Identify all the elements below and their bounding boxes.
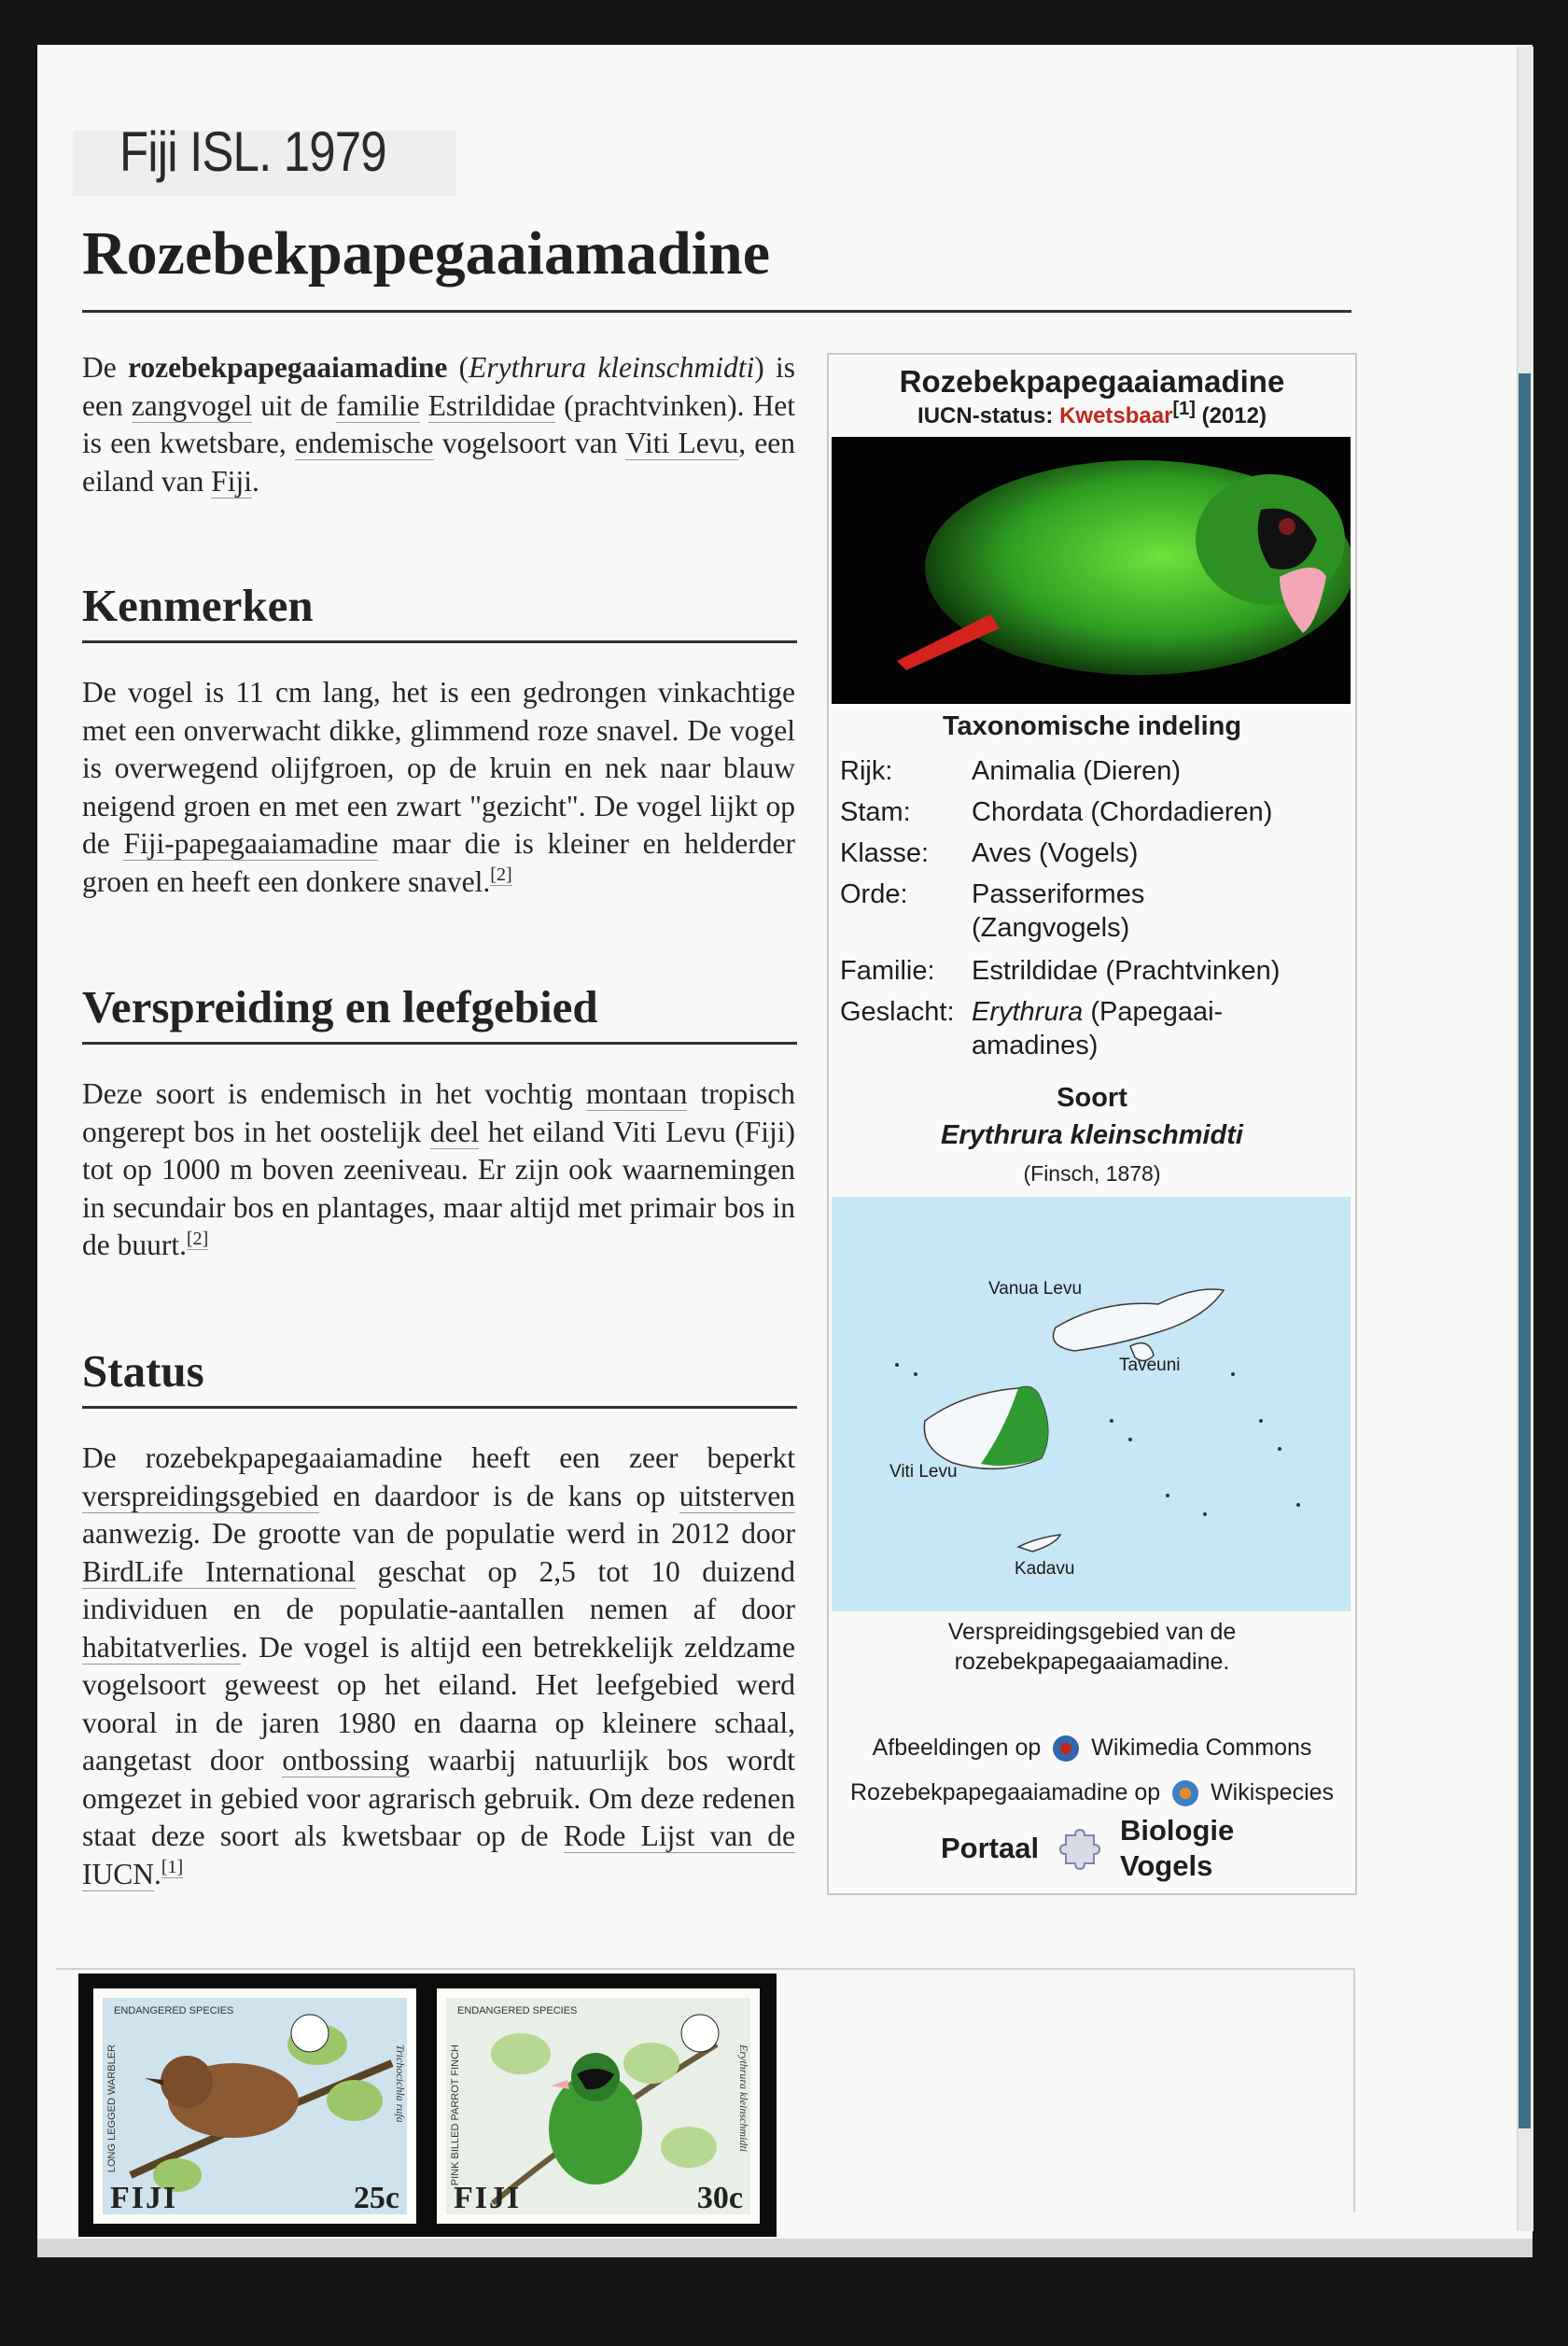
- stamp-common-name: LONG LEGGED WARBLER: [106, 2044, 118, 2173]
- link-habitatverlies[interactable]: habitatverlies: [82, 1630, 241, 1664]
- album-title: Fiji ISL. 1979: [119, 120, 386, 183]
- range-map[interactable]: [832, 1197, 1351, 1611]
- iucn-status: IUCN-status: Kwetsbaar[1] (2012): [917, 399, 1267, 428]
- stamp-country: FIJI: [454, 2181, 522, 2215]
- taxon-link[interactable]: Passeriformes: [972, 879, 1145, 909]
- iucn-ref[interactable]: [1]: [1172, 399, 1196, 419]
- ref-2[interactable]: [2]: [490, 864, 512, 885]
- link-zangvogel[interactable]: zangvogel: [131, 388, 253, 422]
- link-uitsterven[interactable]: uitsterven: [679, 1479, 796, 1512]
- heading-verspreiding: Verspreiding en leefgebied: [82, 981, 598, 1033]
- portaal-link-vogels[interactable]: Vogels: [1120, 1849, 1213, 1882]
- title-rule: [82, 310, 1351, 313]
- species-heading: Soort: [1057, 1083, 1127, 1113]
- portal-puzzle-icon: [1057, 1826, 1103, 1873]
- taxon-link[interactable]: Erythrura: [972, 997, 1084, 1027]
- map-label-kadavu: Kadavu: [1015, 1559, 1075, 1579]
- infobox-title: Rozebekpapegaaiamadine: [899, 364, 1285, 399]
- bird-photo[interactable]: [832, 437, 1351, 704]
- kenmerken-paragraph: De vogel is 11 cm lang, het is een gedrongen vinkachtige met een onverwacht dikke, glimmend roze snavel. De vogel is overwegend olijfgroen, op de kruin en nek naar blauw neigend groen en met een zwart "gezicht". De vogel lijkt op de Fiji-papegaaiamadine maar die is kleiner en helderder groen en heeft een donkere snavel.[2]: [82, 676, 795, 898]
- link-fiji[interactable]: Fiji: [211, 464, 252, 498]
- heading-rule: [82, 640, 797, 643]
- map-label-vanua-levu: Vanua Levu: [988, 1279, 1083, 1299]
- link-montaan[interactable]: montaan: [585, 1077, 688, 1110]
- commons-link[interactable]: Wikimedia Commons: [1091, 1735, 1312, 1761]
- infobox: Rozebekpapegaaiamadine IUCN-status: Kwetsbaar[1] (2012) Taxonomische indeling Rijk: Animalia (Dieren) Stam: Chordata (Chordadieren) Klasse: Aves (Vogels) Orde: Passeriformes (Zangvogels) Familie: Estrildidae (Prachtvinken) Geslacht: Erythrura (Papegaai-amadines) Soort Erythrura kleinschmidti (Finsch, 1878) Vanua Levu Taveuni Viti Levu Kadavu Verspreidingsgebied van de rozebekpapegaaiamadine. Afbeeldingen op Wikimedia Commons Rozebekpapegaaiamadine op Wikispecies Portaal Biologie Vogels: [827, 353, 1357, 1895]
- stamp-30c[interactable]: [437, 1988, 760, 2224]
- taxon-link[interactable]: Aves: [972, 838, 1031, 868]
- portaal-links: [1120, 1813, 1234, 1884]
- species-name: Erythrura kleinschmidti: [941, 1120, 1243, 1150]
- portaal-label: Portaal: [941, 1832, 1040, 1864]
- stamp-25c[interactable]: [93, 1988, 416, 2224]
- stamp-common-name: PINK BILLED PARROT FINCH: [450, 2044, 461, 2186]
- stamp-value: 25c: [353, 2181, 399, 2215]
- bird-illustration: [832, 437, 1351, 704]
- stamp-sci-name: Trichocichla rufa: [394, 2044, 407, 2123]
- commons-icon: [1053, 1735, 1079, 1762]
- stamp-series: ENDANGERED SPECIES: [114, 2005, 234, 2016]
- ref-1[interactable]: [1]: [161, 1857, 184, 1877]
- protector-bottom: [37, 2239, 1533, 2257]
- article-title: Rozebekpapegaaiamadine: [82, 219, 771, 288]
- stamp-series: ENDANGERED SPECIES: [457, 2005, 578, 2016]
- heading-rule: [82, 1042, 797, 1045]
- map-label-viti-levu: Viti Levu: [889, 1462, 958, 1482]
- link-estrildidae[interactable]: Estrildidae: [427, 388, 556, 422]
- stamp-value: 30c: [696, 2181, 743, 2215]
- taxon-link[interactable]: Chordata: [972, 797, 1084, 827]
- taxon-link[interactable]: Estrildidae: [972, 956, 1099, 986]
- wikispecies-line: Rozebekpapegaaiamadine op Wikispecies: [849, 1779, 1335, 1805]
- fiji-map: [832, 1197, 1351, 1611]
- ref-2[interactable]: [2]: [186, 1228, 209, 1249]
- status-paragraph: De rozebekpapegaaiamadine heeft een zeer beperkt verspreidingsgebied en daardoor is de kans op uitsterven aanwezig. De grootte van de populatie werd in 2012 door BirdLife International geschat op 2,5 tot 10 duizend individuen en de populatie-aantallen nemen af door habitatverlies. De vogel is altijd een betrekkelijk zeldzame vogelsoort geweest op het eiland. Het leefgebied werd vooral in de jaren 1980 en daarna op kleinere schaal, aangetast door ontbossing waarbij natuurlijk bos wordt omgezet in gebied voor agrarisch gebruik. Om deze redenen staat deze soort als kwetsbaar op de Rode Lijst van de IUCN.[1]: [82, 1441, 796, 1890]
- taxon-link[interactable]: Animalia: [972, 756, 1076, 786]
- link-endemische[interactable]: endemische: [294, 427, 434, 459]
- link-fiji-papegaaiamadine[interactable]: Fiji-papegaaiamadine: [123, 827, 379, 860]
- link-familie[interactable]: familie: [336, 388, 420, 422]
- heading-rule: [82, 1406, 797, 1409]
- intro-paragraph: De rozebekpapegaaiamadine (Erythrura kleinschmidti) is een zangvogel uit de familie Estrildidae (prachtvinken). Het is een kwetsbare, endemische vogelsoort van Viti Levu, een eiland van Fiji.: [82, 351, 796, 498]
- protector-edge: [1519, 373, 1531, 2128]
- commons-line: Afbeeldingen op Wikimedia Commons: [872, 1735, 1312, 1761]
- wikispecies-link[interactable]: Wikispecies: [1211, 1779, 1335, 1805]
- link-rode-lijst[interactable]: Rode Lijst van de IUCN: [82, 1819, 795, 1890]
- link-deel[interactable]: deel: [429, 1115, 480, 1148]
- map-caption: Verspreidingsgebied van de rozebekpapegaaiamadine.: [947, 1619, 1237, 1675]
- link-viti-levu[interactable]: Viti Levu: [625, 427, 739, 459]
- map-label-taveuni: Taveuni: [1119, 1356, 1181, 1375]
- verspreiding-paragraph: Deze soort is endemisch in het vochtig montaan tropisch ongerept bos in het oostelijk deel het eiland Viti Levu (Fiji) tot op 1000 m boven zeeniveau. Er zijn ook waarnemingen in secundair bos en plantages, maar altijd met primair bos in de buurt.[2]: [82, 1077, 796, 1261]
- species-authority: (Finsch, 1878): [1023, 1161, 1161, 1186]
- link-birdlife[interactable]: BirdLife International: [82, 1554, 356, 1588]
- portaal-link-biologie[interactable]: Biologie: [1120, 1814, 1235, 1847]
- wikispecies-icon: [1172, 1780, 1198, 1806]
- link-ontbossing[interactable]: ontbossing: [282, 1744, 410, 1777]
- link-verspreidingsgebied[interactable]: verspreidingsgebied: [82, 1479, 319, 1512]
- heading-kenmerken: Kenmerken: [82, 580, 314, 631]
- stamp-sci-name: Erythrura kleinschmidti: [737, 2044, 750, 2152]
- heading-status: Status: [82, 1345, 204, 1397]
- iucn-link[interactable]: Kwetsbaar: [1059, 403, 1173, 428]
- stamp-country: FIJI: [110, 2181, 178, 2215]
- taxonomy-heading: Taxonomische indeling: [942, 711, 1242, 741]
